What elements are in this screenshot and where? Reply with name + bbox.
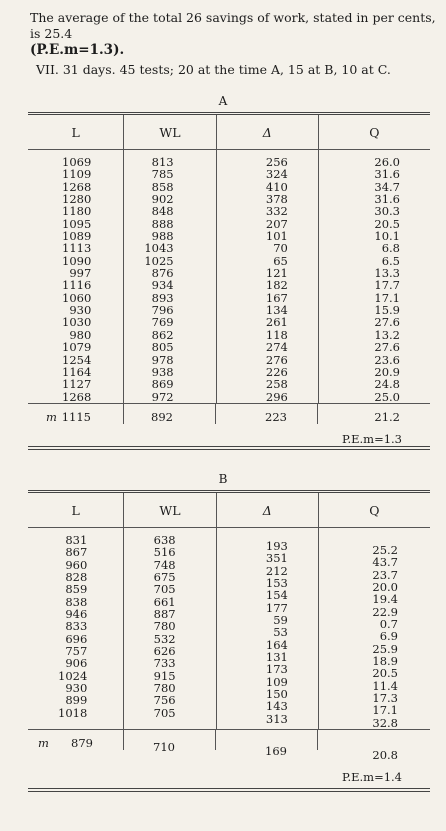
table-a-cell-l: 1280 bbox=[62, 192, 92, 207]
table-a-cell-l: 997 bbox=[69, 266, 92, 281]
table-a-cell-d: 167 bbox=[265, 290, 288, 305]
table-b-label: B bbox=[218, 472, 228, 486]
table-a-cell-wl: 893 bbox=[151, 290, 174, 305]
table-b-col-q bbox=[319, 493, 430, 729]
table-a-cell-wl: 848 bbox=[151, 204, 174, 219]
table-b-cell-q: 6.9 bbox=[379, 629, 398, 644]
table-b-cell-q: 17.3 bbox=[372, 691, 398, 706]
table-b-cell-d: 131 bbox=[265, 650, 288, 665]
table-a-cell-wl: 888 bbox=[151, 216, 174, 231]
table-a-cell-wl: 902 bbox=[151, 192, 174, 207]
table-b-mean-wl: 710 bbox=[124, 730, 216, 750]
table-a-cell-d: 70 bbox=[273, 241, 288, 256]
table-a-col-wl bbox=[124, 115, 216, 403]
table-a-cell-l: 1069 bbox=[62, 155, 92, 169]
table-b-col-wl bbox=[124, 493, 216, 729]
table-b-cell-l: 930 bbox=[65, 681, 88, 696]
table-b-cell-l: 696 bbox=[65, 631, 88, 646]
table-a-cell-wl: 858 bbox=[151, 179, 174, 194]
table-b-col-delta bbox=[217, 493, 319, 729]
table-a-header-wl: WL bbox=[124, 115, 215, 150]
table-a-cell-q: 20.5 bbox=[374, 216, 400, 231]
table-a-cell-d: 296 bbox=[265, 389, 288, 404]
table-a-col-delta bbox=[217, 115, 319, 403]
table-b-cell-l: 946 bbox=[65, 607, 88, 622]
table-a-cell-l: 1030 bbox=[62, 315, 92, 330]
table-a-col-q bbox=[319, 115, 430, 403]
table-a-cell-l: 1164 bbox=[62, 364, 92, 379]
table-b-mean-delta: 169 bbox=[216, 730, 318, 750]
table-a-cell-d: 134 bbox=[265, 303, 288, 318]
table-a-label: A bbox=[218, 94, 228, 108]
table-b-cell-wl: 756 bbox=[153, 693, 176, 708]
table-a-cell-q: 23.6 bbox=[374, 352, 400, 367]
table-a-cell-q: 25.0 bbox=[374, 389, 400, 404]
table-a-mean-l: 1115 bbox=[28, 404, 124, 424]
table-a-cell-l: 1116 bbox=[62, 278, 92, 293]
table-b-cell-q: 25.9 bbox=[372, 641, 398, 656]
table-b-cell-d: 173 bbox=[265, 662, 288, 677]
table-b-cell-d: 150 bbox=[265, 687, 288, 702]
table-b-cell-d: 53 bbox=[273, 625, 288, 640]
intro-paragraph bbox=[30, 10, 438, 58]
table-a-cell-d: 274 bbox=[265, 340, 288, 355]
table-b-header-delta: Δ bbox=[217, 493, 318, 528]
table-b-cell-d: 109 bbox=[265, 674, 288, 689]
table-a-cell-wl: 1043 bbox=[144, 241, 174, 256]
table-b-cell-wl: 532 bbox=[153, 631, 176, 646]
table-b-cell-l: 960 bbox=[65, 557, 88, 572]
table-a-cell-wl: 988 bbox=[151, 229, 174, 244]
table-b-cell-d: 153 bbox=[265, 576, 288, 591]
table-a-cell-q: 6.8 bbox=[381, 241, 400, 256]
table-b-cell-l: 757 bbox=[65, 644, 88, 659]
table-b-cell-d: 212 bbox=[265, 563, 288, 578]
table-b-cell-q: 0.7 bbox=[379, 617, 398, 632]
table-b-cell-wl: 780 bbox=[153, 619, 176, 634]
table-a-cell-d: 332 bbox=[265, 204, 288, 219]
table-a-mean-delta: 223 bbox=[216, 404, 318, 424]
table-b-cell-q: 25.2 bbox=[372, 543, 398, 557]
table-a-cell-wl: 876 bbox=[151, 266, 174, 281]
table-b-cell-d: 154 bbox=[265, 588, 288, 603]
table-a-col-l bbox=[28, 115, 124, 403]
table-a-cell-d: 378 bbox=[265, 192, 288, 207]
table-b-cell-d: 351 bbox=[265, 551, 288, 566]
table-a-cell-q: 31.6 bbox=[374, 192, 400, 207]
table-b-cell-d: 177 bbox=[265, 600, 288, 615]
table-b-cell-wl: 626 bbox=[153, 644, 176, 659]
table-b-pe: P.E.m=1.4 bbox=[342, 770, 402, 785]
table-a-cell-q: 24.8 bbox=[374, 377, 400, 392]
table-a-cell-d: 182 bbox=[265, 278, 288, 293]
table-a-cell-d: 65 bbox=[273, 253, 288, 268]
table-a-cell-l: 1109 bbox=[62, 167, 92, 182]
table-a-cell-l: 1060 bbox=[62, 290, 92, 305]
table-b-cell-q: 20.0 bbox=[372, 580, 398, 595]
table-a-cell-d: 410 bbox=[265, 179, 288, 194]
table-a-cell-d: 276 bbox=[265, 352, 288, 367]
table-b-cell-wl: 638 bbox=[153, 533, 176, 547]
table-b-cell-l: 1024 bbox=[58, 668, 88, 683]
table-a-cell-d: 101 bbox=[265, 229, 288, 244]
table-a-cell-wl: 869 bbox=[151, 377, 174, 392]
table-a-cell-l: 1090 bbox=[62, 253, 92, 268]
table-b-cell-l: 1018 bbox=[58, 705, 88, 720]
section-title: VII. 31 days. 45 tests; 20 at the time A, 15 at B, 10 at C. bbox=[36, 62, 391, 77]
table-a-cell-q: 26.0 bbox=[374, 155, 400, 169]
table-b-cell-q: 20.5 bbox=[372, 666, 398, 681]
table-b-mean-q: 20.8 bbox=[372, 748, 398, 763]
table-a-cell-q: 34.7 bbox=[374, 179, 400, 194]
table-a-cell-wl: 1025 bbox=[144, 253, 174, 268]
table-a-cell-l: 1254 bbox=[62, 352, 92, 367]
table-a-cell-l: 1180 bbox=[62, 204, 92, 219]
table-a-cell-d: 324 bbox=[265, 167, 288, 182]
table-b-cell-q: 23.7 bbox=[372, 567, 398, 582]
table-a-cell-q: 6.5 bbox=[381, 253, 400, 268]
table-a-cell-d: 121 bbox=[265, 266, 288, 281]
table-a-cell-q: 10.1 bbox=[374, 229, 400, 244]
table-a-mean-row bbox=[28, 403, 430, 446]
table-b-cell-d: 143 bbox=[265, 699, 288, 714]
table-a-cell-wl: 813 bbox=[151, 155, 174, 169]
table-b-cell-l: 859 bbox=[65, 582, 88, 597]
table-b-cell-wl: 705 bbox=[153, 705, 176, 720]
table-b-cell-q: 32.8 bbox=[372, 715, 398, 730]
table-b-cell-q: 19.4 bbox=[372, 592, 398, 607]
table-b-cell-q: 22.9 bbox=[372, 604, 398, 619]
intro-line-2: (P.E.m=1.3). bbox=[30, 42, 125, 58]
table-a-bottom-rule bbox=[28, 446, 430, 450]
table-a-cell-wl: 785 bbox=[151, 167, 174, 182]
table-a-mean-q: 21.2 bbox=[374, 409, 400, 424]
table-a-cell-q: 13.3 bbox=[374, 266, 400, 281]
table-a-cell-wl: 862 bbox=[151, 327, 174, 342]
table-a-cell-l: 1079 bbox=[62, 340, 92, 355]
table-a-cell-q: 17.1 bbox=[374, 290, 400, 305]
table-b-cell-wl: 733 bbox=[153, 656, 176, 671]
table-b-mean-l: 879 bbox=[28, 730, 124, 750]
table-a-cell-l: 1127 bbox=[62, 377, 92, 392]
table-b-mean-row bbox=[28, 729, 430, 788]
table-b-cell-q: 11.4 bbox=[372, 678, 398, 693]
table-a bbox=[28, 112, 430, 450]
table-a-cell-d: 258 bbox=[265, 377, 288, 392]
table-a-cell-l: 1268 bbox=[62, 179, 92, 194]
table-b-mean-label: m bbox=[38, 736, 49, 751]
table-a-cell-d: 226 bbox=[265, 364, 288, 379]
table-a-cell-l: 1113 bbox=[62, 241, 92, 256]
table-a-cell-d: 118 bbox=[265, 327, 288, 342]
table-b-cell-wl: 915 bbox=[153, 668, 176, 683]
table-b-cell-l: 867 bbox=[65, 545, 88, 560]
table-a-cell-l: 980 bbox=[69, 327, 92, 342]
table-a-cell-l: 1095 bbox=[62, 216, 92, 231]
table-b-cell-wl: 780 bbox=[153, 681, 176, 696]
table-a-mean-label: m bbox=[46, 409, 57, 424]
table-b-cell-q: 43.7 bbox=[372, 555, 398, 570]
table-b-header-wl: WL bbox=[124, 493, 215, 528]
table-a-cell-d: 261 bbox=[265, 315, 288, 330]
table-a-cell-q: 13.2 bbox=[374, 327, 400, 342]
table-b-cell-wl: 748 bbox=[153, 557, 176, 572]
table-a-header-q: Q bbox=[319, 115, 430, 150]
table-a-cell-wl: 978 bbox=[151, 352, 174, 367]
table-b-cell-wl: 516 bbox=[153, 545, 176, 560]
table-a-header-delta: Δ bbox=[217, 115, 318, 150]
table-a-cell-q: 17.7 bbox=[374, 278, 400, 293]
table-b-cell-d: 59 bbox=[273, 613, 288, 628]
table-a-grid bbox=[28, 115, 430, 403]
table-b-cell-l: 899 bbox=[65, 693, 88, 708]
table-a-cell-q: 27.6 bbox=[374, 340, 400, 355]
table-b-grid bbox=[28, 493, 430, 729]
table-a-cell-q: 20.9 bbox=[374, 364, 400, 379]
table-b-cell-d: 164 bbox=[265, 637, 288, 652]
table-a-cell-wl: 796 bbox=[151, 303, 174, 318]
table-a-cell-wl: 938 bbox=[151, 364, 174, 379]
table-b-cell-l: 838 bbox=[65, 594, 88, 609]
table-b-cell-wl: 661 bbox=[153, 594, 176, 609]
table-b-cell-l: 831 bbox=[65, 533, 88, 547]
table-a-cell-wl: 769 bbox=[151, 315, 174, 330]
table-a-cell-l: 1089 bbox=[62, 229, 92, 244]
table-a-cell-q: 30.3 bbox=[374, 204, 400, 219]
table-a-cell-d: 256 bbox=[265, 155, 288, 169]
table-b-cell-l: 833 bbox=[65, 619, 88, 634]
table-a-pe: P.E.m=1.3 bbox=[342, 431, 402, 446]
table-a-cell-l: 1268 bbox=[62, 389, 92, 404]
table-a-cell-q: 15.9 bbox=[374, 303, 400, 318]
table-b-header-l: L bbox=[28, 493, 123, 528]
table-b-header-q: Q bbox=[319, 493, 430, 528]
table-b bbox=[28, 490, 430, 792]
table-b-cell-wl: 675 bbox=[153, 570, 176, 585]
table-b-cell-wl: 705 bbox=[153, 582, 176, 597]
table-a-cell-wl: 805 bbox=[151, 340, 174, 355]
table-b-bottom-rule bbox=[28, 788, 430, 792]
table-a-cell-wl: 972 bbox=[151, 389, 174, 404]
table-b-col-l bbox=[28, 493, 124, 729]
table-a-header-l: L bbox=[28, 115, 123, 150]
table-b-cell-d: 193 bbox=[265, 539, 288, 553]
table-a-mean-wl: 892 bbox=[124, 404, 216, 424]
table-a-cell-l: 930 bbox=[69, 303, 92, 318]
table-a-cell-d: 207 bbox=[265, 216, 288, 231]
table-b-cell-q: 18.9 bbox=[372, 654, 398, 669]
table-b-cell-q: 17.1 bbox=[372, 703, 398, 718]
table-b-cell-l: 828 bbox=[65, 570, 88, 585]
table-a-cell-q: 27.6 bbox=[374, 315, 400, 330]
table-b-cell-d: 313 bbox=[265, 711, 288, 726]
table-a-cell-wl: 934 bbox=[151, 278, 174, 293]
intro-line-1: The average of the total 26 savings of work, stated in per cents, is 25.4 bbox=[30, 10, 436, 41]
table-b-cell-l: 906 bbox=[65, 656, 88, 671]
table-a-cell-q: 31.6 bbox=[374, 167, 400, 182]
table-b-cell-wl: 887 bbox=[153, 607, 176, 622]
